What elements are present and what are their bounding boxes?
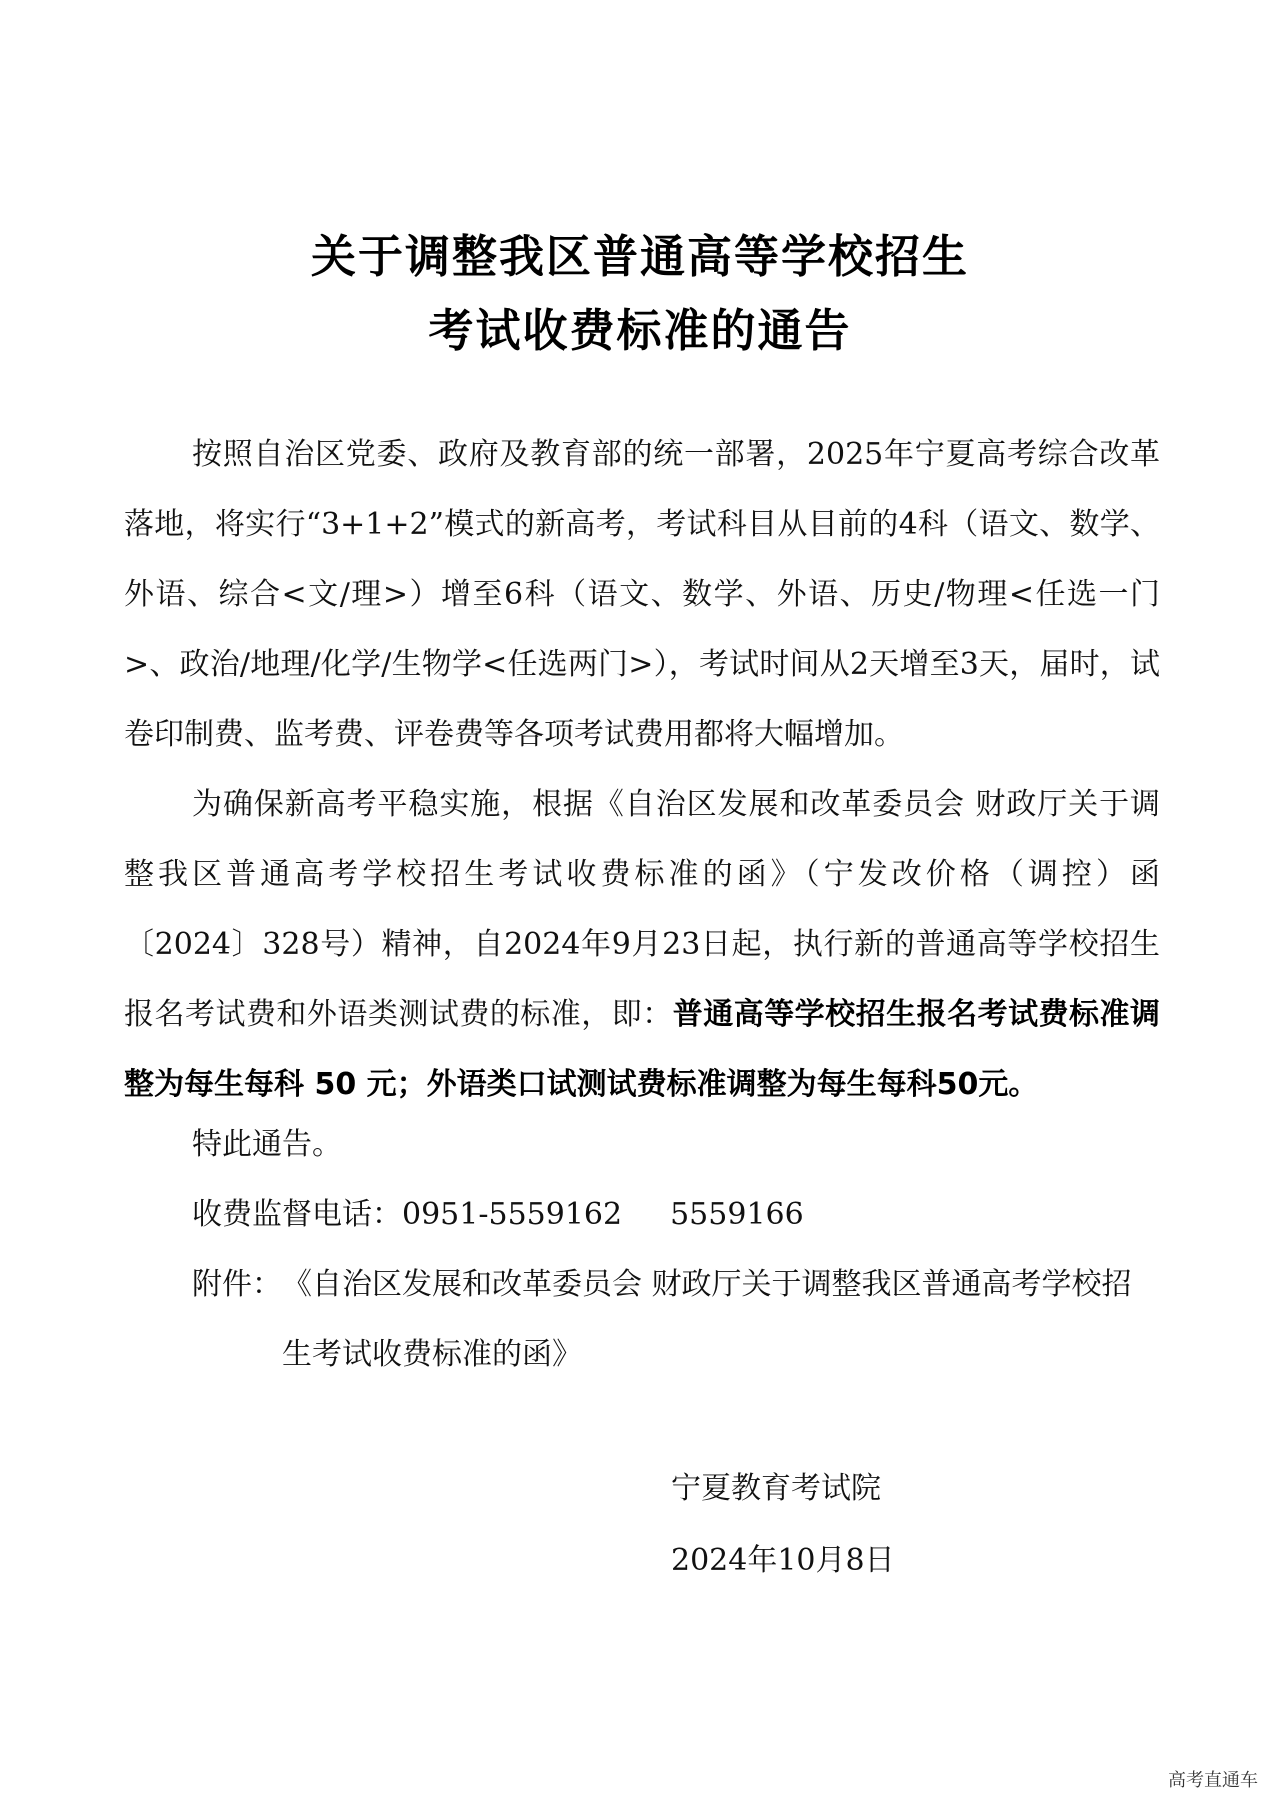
phone-line xyxy=(192,1180,804,1250)
phone-label: 收费监督电话： xyxy=(192,1197,402,1232)
attachment-title: 《自治区发展和改革委员会 财政厅关于调整我区普通高考学校招生考试收费标准的函》 xyxy=(282,1267,1132,1372)
phone-number-2: 5559166 xyxy=(670,1197,804,1232)
document-body xyxy=(124,420,1160,1120)
document-title-line-2: 考试收费标准的通告 xyxy=(428,304,852,357)
attachment-label: 附件： xyxy=(192,1267,282,1302)
fee-standard-bold: 普通高等学校招生报名考试费标准调整为每生每科 50 元；外语类口试测试费标准调整为每生每科50元。 xyxy=(124,997,1161,1102)
signature-date: 2024年10月8日 xyxy=(671,1543,895,1578)
paragraph-fee-standard xyxy=(124,770,1160,1120)
attachment xyxy=(192,1250,1160,1390)
signature-organization: 宁夏教育考试院 xyxy=(671,1471,881,1506)
watermark-text: 高考直通车 xyxy=(1164,1764,1262,1794)
document-title-line-1: 关于调整我区普通高等学校招生 xyxy=(310,230,969,283)
paragraph-background: 按照自治区党委、政府及教育部的统一部署，2025年宁夏高考综合改革落地，将实行“3+1+2”模式的新高考，考试科目从目前的4科（语文、数学、外语、综合<文/理>）增至6科（语文、数学、外语、历史/物理<任选一门>、政治/地理/化学/生物学<任选两门>），考试时间从2天增至3天，届时，试卷印制费、监考费、评卷费等各项考试费用都将大幅增加。 xyxy=(124,437,1160,752)
closing-line: 特此通告。 xyxy=(192,1127,342,1162)
phone-number-1: 0951-5559162 xyxy=(402,1197,623,1232)
fee-standard-text: 为确保新高考平稳实施，根据《自治区发展和改革委员会 财政厅关于调整我区普通高考学校招生考试收费标准的函》（宁发改价格（调控）函〔2024〕328号）精神，自2024年9月23日起，执行新的普通高等学校招生报名考试费和外语类测试费的标准，即： xyxy=(124,787,1160,1032)
